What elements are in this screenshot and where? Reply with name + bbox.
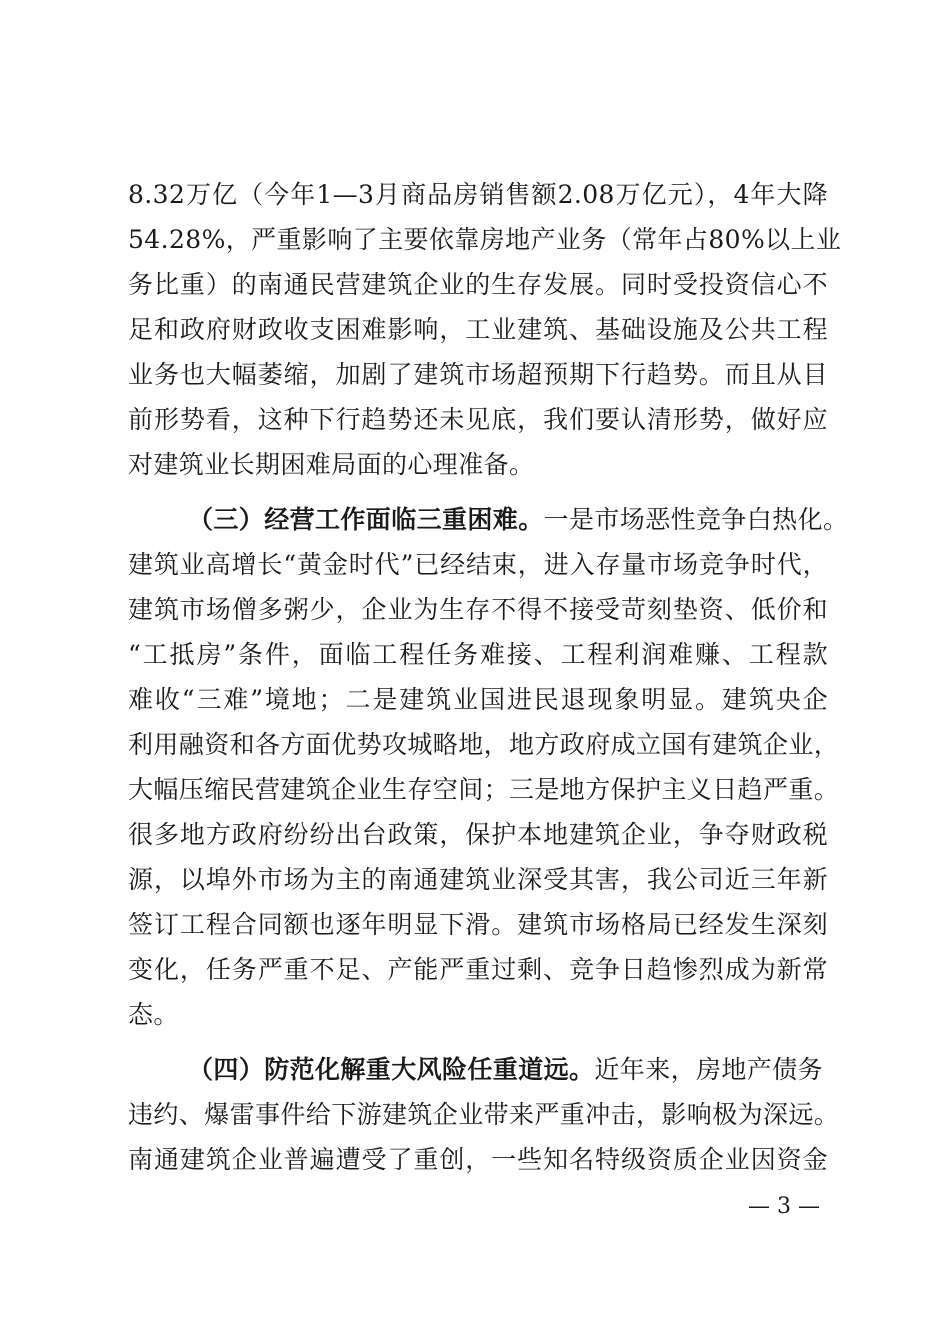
text-line: 态。	[128, 1000, 179, 1029]
text-line: 8.32万亿（今年1—3月商品房销售额2.08万亿元），4年大降	[128, 180, 828, 209]
page-number: — 3 —	[748, 1194, 820, 1219]
text-line: 大幅压缩民营建筑企业生存空间；三是地方保护主义日趋严重。	[128, 775, 840, 804]
text-line: 务比重）的南通民营建筑企业的生存发展。同时受投资信心不	[128, 270, 828, 299]
section-4-lead: 近年来，房地产债务	[594, 1055, 824, 1084]
text-line: 建筑市场僧多粥少，企业为生存不得不接受苛刻垫资、低价和	[128, 595, 828, 624]
text-line: “工抵房”条件，面临工程任务难接、工程利润难赚、工程款	[128, 640, 828, 669]
section-4-heading: （四）防范化解重大风险任重道远。	[188, 1055, 595, 1084]
section-3-lead: 一是市场恶性竞争白热化。	[543, 505, 849, 534]
text-line: 签订工程合同额也逐年明显下滑。建筑市场格局已经发生深刻	[128, 910, 828, 939]
section-4-first-line	[188, 1053, 828, 1087]
section-3-first-line	[188, 503, 849, 537]
text-line: 建筑业高增长“黄金时代”已经结束，进入存量市场竞争时代，	[128, 550, 828, 579]
text-line: 源，以埠外市场为主的南通建筑业深受其害，我公司近三年新	[128, 865, 828, 894]
text-line: 很多地方政府纷纷出台政策，保护本地建筑企业，争夺财政税	[128, 820, 828, 849]
section-3-heading: （三）经营工作面临三重困难。	[188, 505, 544, 534]
text-line: 变化，任务严重不足、产能严重过剩、竞争日趋惨烈成为新常	[128, 955, 828, 984]
text-line: 利用融资和各方面优势攻城略地，地方政府成立国有建筑企业，	[128, 730, 840, 759]
text-line: 足和政府财政收支困难影响，工业建筑、基础设施及公共工程	[128, 315, 828, 344]
text-line: 违约、爆雷事件给下游建筑企业带来严重冲击，影响极为深远。	[128, 1100, 840, 1129]
text-line: 南通建筑企业普遍遭受了重创，一些知名特级资质企业因资金	[128, 1145, 828, 1174]
text-line: 对建筑业长期困难局面的心理准备。	[128, 450, 535, 479]
text-line: 54.28%，严重影响了主要依靠房地产业务（常年占80%以上业	[128, 225, 842, 254]
text-line: 前形势看，这种下行趋势还未见底，我们要认清形势，做好应	[128, 405, 828, 434]
text-line: 业务也大幅萎缩，加剧了建筑市场超预期下行趋势。而且从目	[128, 360, 828, 389]
text-line: 难收“三难”境地；二是建筑业国进民退现象明显。建筑央企	[128, 685, 828, 714]
